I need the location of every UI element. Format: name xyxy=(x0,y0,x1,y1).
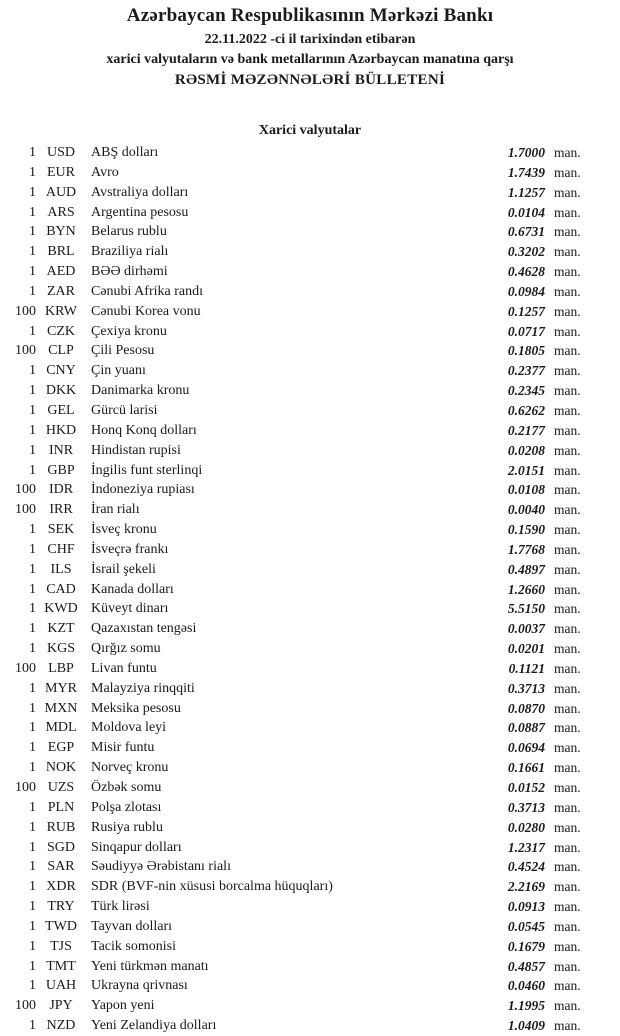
currency-code: PLN xyxy=(47,799,75,815)
quantity: 1 xyxy=(29,819,36,835)
quantity: 1 xyxy=(29,978,36,994)
rate-value: 1.2317 xyxy=(507,839,545,855)
unit-label: man. xyxy=(554,264,581,280)
currency-code: AUD xyxy=(45,184,77,200)
rate-value: 0.2377 xyxy=(507,363,545,379)
rate-value: 0.0545 xyxy=(507,918,545,934)
unit-label: man. xyxy=(554,204,581,220)
rate-value: 0.1805 xyxy=(507,343,545,359)
unit-label: man. xyxy=(554,383,581,399)
currency-name: Tacik somonisi xyxy=(91,938,176,954)
currency-code: EGP xyxy=(47,740,75,756)
bulletin-subtitle: xarici valyutaların və bank metallarının Azərbaycan manatına qarşı xyxy=(106,52,514,67)
table-row xyxy=(0,560,620,580)
unit-label: man. xyxy=(554,760,581,776)
unit-label: man. xyxy=(554,145,581,160)
unit-label: man. xyxy=(554,561,581,577)
table-row xyxy=(0,302,620,322)
currency-name: Çili Pesosu xyxy=(91,343,155,359)
bulletin-title: RƏSMİ MƏZƏNNƏLƏRİ BÜLLETENİ xyxy=(174,72,446,88)
rate-value: 0.3202 xyxy=(507,244,545,260)
rate-value: 2.2169 xyxy=(507,879,545,895)
rates-table xyxy=(0,143,620,1036)
currency-name: Misir funtu xyxy=(91,740,155,756)
table-row xyxy=(0,798,620,818)
quantity: 1 xyxy=(29,264,36,280)
table-row xyxy=(0,818,620,838)
rate-value: 0.0108 xyxy=(507,482,545,498)
unit-label: man. xyxy=(554,641,581,657)
currency-name: Cənubi Afrika randı xyxy=(91,283,203,299)
currency-code: GBP xyxy=(47,462,75,478)
table-row xyxy=(0,679,620,699)
currency-code: RUB xyxy=(46,819,76,835)
currency-code: CZK xyxy=(47,323,75,339)
table-row xyxy=(0,461,620,481)
rate-value: 0.0984 xyxy=(507,283,545,299)
rate-value: 0.1121 xyxy=(508,660,545,676)
currency-name: Tayvan dolları xyxy=(91,918,173,934)
quantity: 100 xyxy=(15,502,36,518)
quantity: 1 xyxy=(29,700,36,716)
unit-label: man. xyxy=(554,780,581,795)
currency-code: MXN xyxy=(44,700,78,716)
currency-name: İsveçrə frankı xyxy=(91,541,169,557)
quantity: 1 xyxy=(29,680,36,696)
currency-code: TJS xyxy=(50,938,72,954)
rate-value: 0.4897 xyxy=(507,561,545,577)
unit-label: man. xyxy=(554,720,581,736)
quantity: 1 xyxy=(29,561,36,577)
rate-value: 0.1590 xyxy=(507,522,545,538)
currency-code: NZD xyxy=(46,1018,76,1034)
currency-name: Braziliya rialı xyxy=(91,244,169,260)
currency-code: KZT xyxy=(47,621,75,637)
quantity: 1 xyxy=(29,522,36,538)
bulletin-header xyxy=(0,0,620,90)
quantity: 100 xyxy=(15,343,36,359)
table-row xyxy=(0,639,620,659)
currency-name: Qırğız somu xyxy=(91,641,161,657)
unit-label: man. xyxy=(554,482,581,498)
rate-value: 0.1679 xyxy=(507,938,545,954)
currency-code: KWD xyxy=(44,601,78,617)
rate-value: 0.2177 xyxy=(507,422,545,438)
currency-code: UZS xyxy=(47,780,75,795)
currency-code: DKK xyxy=(45,383,77,399)
quantity: 1 xyxy=(29,720,36,736)
unit-label: man. xyxy=(554,581,581,597)
quantity: 1 xyxy=(29,601,36,617)
quantity: 100 xyxy=(15,482,36,498)
unit-label: man. xyxy=(554,522,581,538)
quantity: 1 xyxy=(29,323,36,339)
table-row xyxy=(0,718,620,738)
table-row xyxy=(0,778,620,798)
rate-value: 0.1661 xyxy=(507,760,545,776)
currency-name: Meksika pesosu xyxy=(91,700,181,716)
unit-label: man. xyxy=(554,918,581,934)
currency-code: AED xyxy=(46,264,76,280)
unit-label: man. xyxy=(554,621,581,637)
quantity: 1 xyxy=(29,204,36,220)
rate-value: 1.2660 xyxy=(507,581,545,597)
rate-value: 0.4628 xyxy=(507,264,545,280)
currency-name: Qazaxıstan tengəsi xyxy=(91,621,197,637)
quantity: 1 xyxy=(29,799,36,815)
currency-code: CLP xyxy=(48,343,74,359)
table-row xyxy=(0,262,620,282)
table-row xyxy=(0,203,620,223)
quantity: 1 xyxy=(29,164,36,180)
table-row xyxy=(0,401,620,421)
currency-code: NOK xyxy=(45,760,77,776)
unit-label: man. xyxy=(554,1018,581,1034)
unit-label: man. xyxy=(554,283,581,299)
table-row xyxy=(0,341,620,361)
rate-value: 0.6731 xyxy=(507,224,545,240)
unit-label: man. xyxy=(554,462,581,478)
currency-code: JPY xyxy=(49,998,73,1014)
quantity: 1 xyxy=(29,958,36,974)
table-row xyxy=(0,322,620,342)
unit-label: man. xyxy=(554,680,581,696)
rate-value: 0.3713 xyxy=(507,799,545,815)
currency-name: İran rialı xyxy=(91,502,140,518)
quantity: 1 xyxy=(29,541,36,557)
currency-code: ARS xyxy=(47,204,75,220)
currency-code: SEK xyxy=(47,522,75,538)
rate-value: 0.0201 xyxy=(507,641,545,657)
currency-code: CHF xyxy=(47,541,75,557)
table-row xyxy=(0,758,620,778)
rate-value: 0.3713 xyxy=(507,680,545,696)
rate-value: 1.1995 xyxy=(507,998,545,1014)
currency-name: Küveyt dinarı xyxy=(91,601,169,617)
rate-value: 1.0409 xyxy=(507,1018,545,1034)
currency-name: Gürcü larisi xyxy=(91,402,158,418)
currency-name: Yeni türkmən manatı xyxy=(91,958,209,974)
currency-name: İsveç kronu xyxy=(91,522,157,538)
currency-name: Hindistan rupisi xyxy=(91,442,181,458)
currency-name: Ukrayna qrivnası xyxy=(91,978,188,994)
unit-label: man. xyxy=(554,700,581,716)
rate-value: 0.0104 xyxy=(507,204,545,220)
currency-code: IRR xyxy=(49,502,73,518)
currency-code: USD xyxy=(46,145,75,160)
currency-name: Yapon yeni xyxy=(91,998,155,1014)
currency-code: ILS xyxy=(50,561,72,577)
currency-code: XDR xyxy=(46,879,76,895)
quantity: 1 xyxy=(29,402,36,418)
unit-label: man. xyxy=(554,839,581,855)
currency-name: Argentina pesosu xyxy=(91,204,189,220)
table-row xyxy=(0,480,620,500)
table-row xyxy=(0,937,620,957)
table-row xyxy=(0,222,620,242)
rate-value: 0.1257 xyxy=(507,303,545,319)
rate-value: 0.0913 xyxy=(507,899,545,915)
table-row xyxy=(0,897,620,917)
rate-value: 0.0694 xyxy=(507,740,545,756)
unit-label: man. xyxy=(554,164,581,180)
quantity: 100 xyxy=(15,780,36,795)
quantity: 100 xyxy=(15,303,36,319)
quantity: 1 xyxy=(29,621,36,637)
table-row xyxy=(0,976,620,996)
currency-code: KGS xyxy=(46,641,75,657)
table-row xyxy=(0,917,620,937)
currency-name: Türk lirəsi xyxy=(91,899,150,915)
currency-code: CNY xyxy=(46,363,76,379)
rate-value: 0.0887 xyxy=(507,720,545,736)
unit-label: man. xyxy=(554,224,581,240)
bank-name-title: Azərbaycan Respublikasının Mərkəzi Bankı xyxy=(126,5,494,26)
currency-name: Danimarka kronu xyxy=(91,383,190,399)
effective-date-line: 22.11.2022 -ci il tarixindən etibarən xyxy=(204,32,416,47)
rate-value: 0.0460 xyxy=(507,978,545,994)
rate-value: 1.1257 xyxy=(507,184,545,200)
unit-label: man. xyxy=(554,978,581,994)
table-row xyxy=(0,619,620,639)
rate-value: 0.0152 xyxy=(507,780,545,795)
table-row xyxy=(0,996,620,1016)
unit-label: man. xyxy=(554,402,581,418)
quantity: 1 xyxy=(29,224,36,240)
unit-label: man. xyxy=(554,740,581,756)
currency-name: İsrail şekeli xyxy=(91,561,156,577)
unit-label: man. xyxy=(554,442,581,458)
currency-code: BYN xyxy=(46,224,76,240)
unit-label: man. xyxy=(554,541,581,557)
unit-label: man. xyxy=(554,184,581,200)
table-row xyxy=(0,163,620,183)
unit-label: man. xyxy=(554,244,581,260)
currency-code: TMT xyxy=(46,958,76,974)
currency-name: SDR (BVF-nin xüsusi borcalma hüquqları) xyxy=(91,879,333,895)
quantity: 1 xyxy=(29,383,36,399)
currency-code: MYR xyxy=(45,680,77,696)
table-row xyxy=(0,738,620,758)
table-row xyxy=(0,500,620,520)
currency-code: EUR xyxy=(47,164,75,180)
currency-name: Livan funtu xyxy=(91,660,157,676)
currency-name: Kanada dolları xyxy=(91,581,174,597)
currency-name: Səudiyyə Ərəbistanı rialı xyxy=(91,859,231,875)
table-row xyxy=(0,857,620,877)
currency-name: Çin yuanı xyxy=(91,363,146,379)
currency-name: İngilis funt sterlinqi xyxy=(91,462,203,478)
currency-name: Malayziya rinqqiti xyxy=(91,680,195,696)
table-row xyxy=(0,361,620,381)
unit-label: man. xyxy=(554,799,581,815)
currency-name: Avstraliya dolları xyxy=(91,184,189,200)
table-row xyxy=(0,699,620,719)
currency-code: TRY xyxy=(47,899,75,915)
table-row xyxy=(0,143,620,163)
currency-code: MDL xyxy=(45,720,77,736)
currency-name: Honq Konq dolları xyxy=(91,422,197,438)
unit-label: man. xyxy=(554,998,581,1014)
rate-value: 0.0717 xyxy=(507,323,545,339)
quantity: 1 xyxy=(29,839,36,855)
table-row xyxy=(0,441,620,461)
table-row xyxy=(0,282,620,302)
currency-code: SGD xyxy=(46,839,75,855)
currency-name: Norveç kronu xyxy=(91,760,169,776)
quantity: 1 xyxy=(29,462,36,478)
unit-label: man. xyxy=(554,422,581,438)
quantity: 1 xyxy=(29,1018,36,1034)
unit-label: man. xyxy=(554,343,581,359)
table-row xyxy=(0,957,620,977)
quantity: 1 xyxy=(29,244,36,260)
quantity: 1 xyxy=(29,899,36,915)
currency-code: CAD xyxy=(46,581,76,597)
quantity: 100 xyxy=(15,998,36,1014)
currency-code: TWD xyxy=(45,918,77,934)
currency-name: Avro xyxy=(91,164,119,180)
quantity: 1 xyxy=(29,581,36,597)
currency-code: GEL xyxy=(47,402,75,418)
rate-value: 0.6262 xyxy=(507,402,545,418)
unit-label: man. xyxy=(554,859,581,875)
currency-name: Yeni Zelandiya dolları xyxy=(91,1018,217,1034)
currency-code: UAH xyxy=(45,978,77,994)
quantity: 1 xyxy=(29,760,36,776)
currency-name: Özbək somu xyxy=(91,780,162,795)
currency-name: Sinqapur dolları xyxy=(91,839,182,855)
quantity: 1 xyxy=(29,879,36,895)
currency-name: Polşa zlotası xyxy=(91,799,162,815)
currency-code: ZAR xyxy=(47,283,75,299)
unit-label: man. xyxy=(554,879,581,895)
table-row xyxy=(0,580,620,600)
currency-code: IDR xyxy=(48,482,74,498)
currency-name: İndoneziya rupiası xyxy=(91,482,195,498)
table-row xyxy=(0,381,620,401)
section-title-foreign-currencies: Xarici valyutalar xyxy=(258,123,362,138)
table-row xyxy=(0,520,620,540)
currency-name: Cənubi Korea vonu xyxy=(91,303,201,319)
unit-label: man. xyxy=(554,660,581,676)
quantity: 1 xyxy=(29,145,36,160)
quantity: 1 xyxy=(29,422,36,438)
currency-code: KRW xyxy=(45,303,77,319)
currency-code: LBP xyxy=(48,660,74,676)
table-row xyxy=(0,877,620,897)
quantity: 1 xyxy=(29,184,36,200)
unit-label: man. xyxy=(554,819,581,835)
rate-value: 2.0151 xyxy=(507,462,545,478)
table-row xyxy=(0,838,620,858)
unit-label: man. xyxy=(554,938,581,954)
currency-name: Çexiya kronu xyxy=(91,323,167,339)
rate-value: 1.7000 xyxy=(507,145,545,160)
quantity: 100 xyxy=(15,660,36,676)
table-row xyxy=(0,1016,620,1036)
quantity: 1 xyxy=(29,363,36,379)
rate-value: 0.0870 xyxy=(507,700,545,716)
quantity: 1 xyxy=(29,641,36,657)
currency-name: ABŞ dolları xyxy=(91,145,159,160)
quantity: 1 xyxy=(29,740,36,756)
rate-value: 0.2345 xyxy=(507,383,545,399)
rate-value: 0.4857 xyxy=(507,958,545,974)
currency-code: BRL xyxy=(47,244,75,260)
unit-label: man. xyxy=(554,323,581,339)
currency-code: SAR xyxy=(47,859,75,875)
table-row xyxy=(0,183,620,203)
quantity: 1 xyxy=(29,442,36,458)
currency-name: BƏƏ dirhəmi xyxy=(91,264,168,280)
table-row xyxy=(0,242,620,262)
currency-name: Belarus rublu xyxy=(91,224,167,240)
table-row xyxy=(0,421,620,441)
unit-label: man. xyxy=(554,303,581,319)
rate-value: 5.5150 xyxy=(507,601,545,617)
currency-code: HKD xyxy=(45,422,77,438)
rate-value: 0.0280 xyxy=(507,819,545,835)
unit-label: man. xyxy=(554,502,581,518)
currency-name: Rusiya rublu xyxy=(91,819,163,835)
rate-value: 0.0037 xyxy=(507,621,545,637)
table-row xyxy=(0,599,620,619)
quantity: 1 xyxy=(29,918,36,934)
rate-value: 0.4524 xyxy=(507,859,545,875)
quantity: 1 xyxy=(29,283,36,299)
unit-label: man. xyxy=(554,363,581,379)
currency-name: Moldova leyi xyxy=(91,720,167,736)
rate-value: 1.7439 xyxy=(507,164,545,180)
unit-label: man. xyxy=(554,958,581,974)
unit-label: man. xyxy=(554,899,581,915)
unit-label: man. xyxy=(554,601,581,617)
quantity: 1 xyxy=(29,938,36,954)
currency-code: INR xyxy=(48,442,74,458)
table-row xyxy=(0,540,620,560)
rate-value: 0.0208 xyxy=(507,442,545,458)
rate-value: 0.0040 xyxy=(507,502,545,518)
quantity: 1 xyxy=(29,859,36,875)
rate-value: 1.7768 xyxy=(507,541,545,557)
table-row xyxy=(0,659,620,679)
